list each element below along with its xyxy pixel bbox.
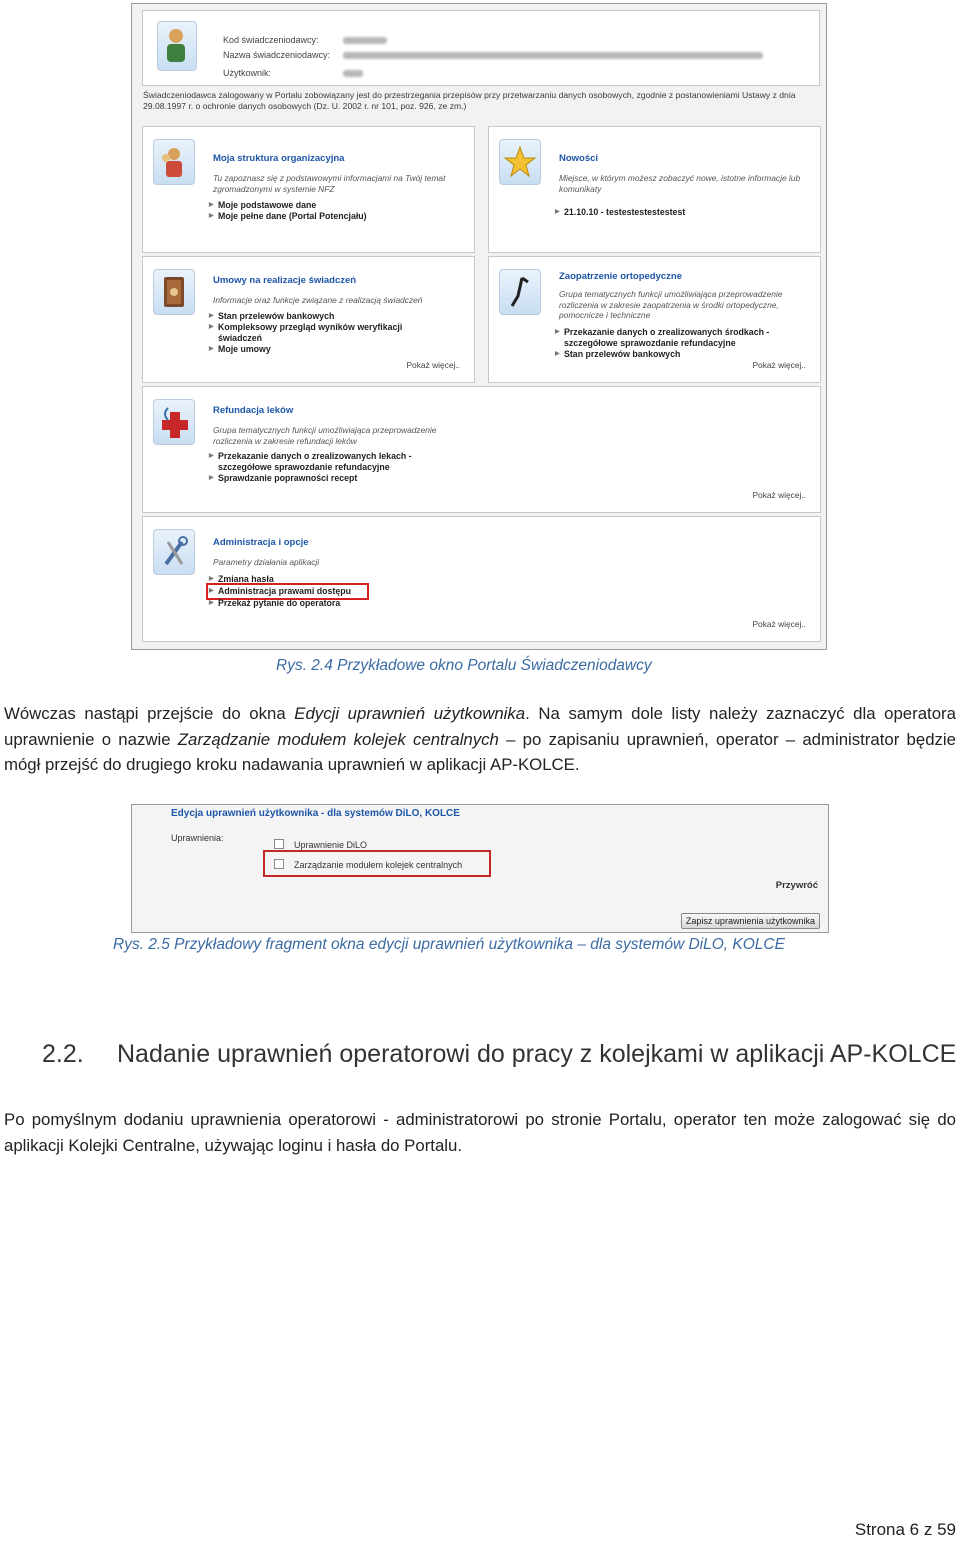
link-full-data[interactable]: ▶ Moje pełne dane (Portal Potencjału) (209, 211, 479, 222)
permissions-edit-title: Edycja uprawnień użytkownika - dla systemów DiLO, KOLCE (171, 808, 460, 819)
portal-screenshot-figure (131, 3, 827, 650)
link-prescription-check[interactable]: ▶ Sprawdzanie poprawności recept (209, 473, 479, 484)
section-title: Nadanie uprawnień operatorowi do pracy z kolejkami w aplikacji AP-KOLCE (117, 1040, 957, 1068)
tile-news (488, 126, 821, 253)
page-number: Strona 6 z 59 (854, 1520, 956, 1539)
link-bank-transfers[interactable]: ▶ Stan przelewów bankowych (555, 349, 825, 360)
dilo-checkbox[interactable] (274, 839, 284, 849)
highlight-box (263, 850, 491, 877)
provider-logo-icon (157, 21, 197, 71)
tile-description: Tu zapoznasz się z podstawowymi informacjami na Twój temat zgromadzonymi w systemie NFZ (213, 173, 446, 194)
show-more-link[interactable]: Pokaż więcej.. (752, 619, 806, 629)
medical-cross-icon (153, 399, 195, 445)
paragraph-login: Po pomyślnym dodaniu uprawnienia operatorowi - administratorowi po stronie Portalu, operator ten może zalogować się do aplikacji Kolejki Centralne, używając loginu i hasła do Portalu. (4, 1110, 956, 1155)
header-labels (223, 31, 330, 83)
link-change-password[interactable]: ▶ Zmiana hasła (209, 574, 479, 585)
show-more-link[interactable]: Pokaż więcej.. (752, 490, 806, 500)
user-label: Użytkownik: (223, 68, 272, 78)
save-permissions-button[interactable]: Zapisz uprawnienia użytkownika (681, 913, 820, 929)
tile-title[interactable]: Zaopatrzenie ortopedyczne (559, 271, 682, 282)
tile-links (555, 327, 825, 360)
contract-book-icon (153, 269, 195, 315)
tile-description: Parametry działania aplikacji (213, 557, 320, 567)
tile-organization (142, 126, 475, 253)
tile-title[interactable]: Moja struktura organizacyjna (213, 153, 345, 164)
tile-links (209, 574, 479, 609)
tile-links (209, 311, 479, 355)
provider-code-label: Kod świadczeniodawcy: (223, 35, 319, 45)
link-news-item[interactable]: ▶ 21.10.10 - testestestestestest (555, 207, 825, 218)
option-dilo[interactable] (274, 839, 367, 850)
kolce-option-label: Zarządzanie modułem kolejek centralnych (294, 860, 463, 870)
link-ask-operator[interactable]: ▶ Przekaż pytanie do operatora (209, 598, 479, 609)
para1-text-a: Wówczas nastąpi przejście do okna (4, 704, 295, 723)
orthopedic-icon (499, 269, 541, 315)
tile-description: Grupa tematycznych funkcji umożliwiająca przeprowadzenie rozliczenia w zakresie zaopatrzenia w środki ortopedyczne, pomocnicze i techniczne (559, 289, 783, 320)
provider-header-panel (142, 10, 820, 86)
paragraph-intro (4, 701, 956, 778)
dilo-option-label: Uprawnienie DiLO (294, 840, 368, 850)
para1-em-window: Edycji uprawnień użytkownika (294, 704, 526, 723)
data-protection-notice: Świadczeniodawca zalogowany w Portalu zobowiązany jest do przestrzegania przepisów przy przetwarzaniu danych osobowych, zgodnie z postanowieniami Ustawy z dnia 29.08.1997 r. o ochronie danych osobowych (Dz. U. 2002 r. nr 101, poz. 926, ze zm.) (143, 90, 796, 111)
show-more-link[interactable]: Pokaż więcej.. (752, 360, 806, 370)
tile-title[interactable]: Umowy na realizacje świadczeń (213, 275, 357, 286)
tile-administration (142, 516, 821, 642)
tile-title[interactable]: Refundacja leków (213, 405, 294, 416)
tile-orthopedic (488, 256, 821, 383)
para1-text-c: . Na samym dole listy należy zaznaczyć dla operatora uprawnienie o nazwie (4, 704, 956, 749)
permissions-label: Uprawnienia: (171, 833, 224, 843)
tile-title[interactable]: Administracja i opcje (213, 537, 309, 548)
tile-description: Informacje oraz funkcje związane z realizacją świadczeń (213, 295, 423, 305)
show-more-link[interactable]: Pokaż więcej.. (406, 360, 460, 370)
figure-caption-2-4: Rys. 2.4 Przykładowe okno Portalu Świadczeniodawcy (276, 657, 652, 674)
para1-text-e: – po zapisaniu uprawnień, operator – administrator będzie mógł przejść do drugiego kroku nadawania uprawnień w aplikacji AP-KOLCE. (4, 729, 956, 774)
link-drug-report[interactable]: ▶ Przekazanie danych o zrealizowanych lekach - szczegółowe sprawozdanie refundacyjne (209, 451, 438, 473)
tile-title[interactable]: Nowości (559, 153, 599, 164)
tile-description: Miejsce, w którym możesz zobaczyć nowe, istotne informacje lub komunikaty (559, 173, 801, 194)
tools-icon (153, 529, 195, 575)
provider-name-label: Nazwa świadczeniodawcy: (223, 50, 331, 60)
tile-description: Grupa tematycznych funkcji umożliwiająca przeprowadzenie rozliczenia w zakresie refundacji leków (213, 425, 437, 446)
header-blurred-values (343, 31, 763, 83)
para1-em-permission: Zarządzanie modułem kolejek centralnych (177, 729, 499, 749)
link-basic-data[interactable]: ▶ Moje podstawowe dane (209, 200, 479, 211)
link-verification-review[interactable]: ▶ Kompleksowy przegląd wyników weryfikacji świadczeń (209, 322, 418, 344)
link-bank-transfers[interactable]: ▶ Stan przelewów bankowych (209, 311, 479, 322)
star-icon (499, 139, 541, 185)
link-orthopedic-report[interactable]: ▶ Przekazanie danych o zrealizowanych środkach - szczegółowe sprawozdanie refundacyjne (555, 327, 804, 349)
section-number: 2.2. (42, 1040, 84, 1068)
tile-links (209, 200, 479, 222)
permissions-edit-figure (131, 804, 829, 933)
tile-links (209, 451, 479, 484)
figure-caption-2-5: Rys. 2.5 Przykładowy fragment okna edycji uprawnień użytkownika – dla systemów DiLO, KOLCE (113, 936, 785, 953)
link-access-rights-admin[interactable]: ▶ Administracja prawami dostępu (209, 586, 366, 597)
link-my-contracts[interactable]: ▶ Moje umowy (209, 344, 479, 355)
organization-icon (153, 139, 195, 185)
restore-link[interactable]: Przywróć (775, 880, 818, 891)
tile-contracts (142, 256, 475, 383)
tile-drug-refund (142, 386, 821, 513)
tile-links (555, 207, 825, 218)
